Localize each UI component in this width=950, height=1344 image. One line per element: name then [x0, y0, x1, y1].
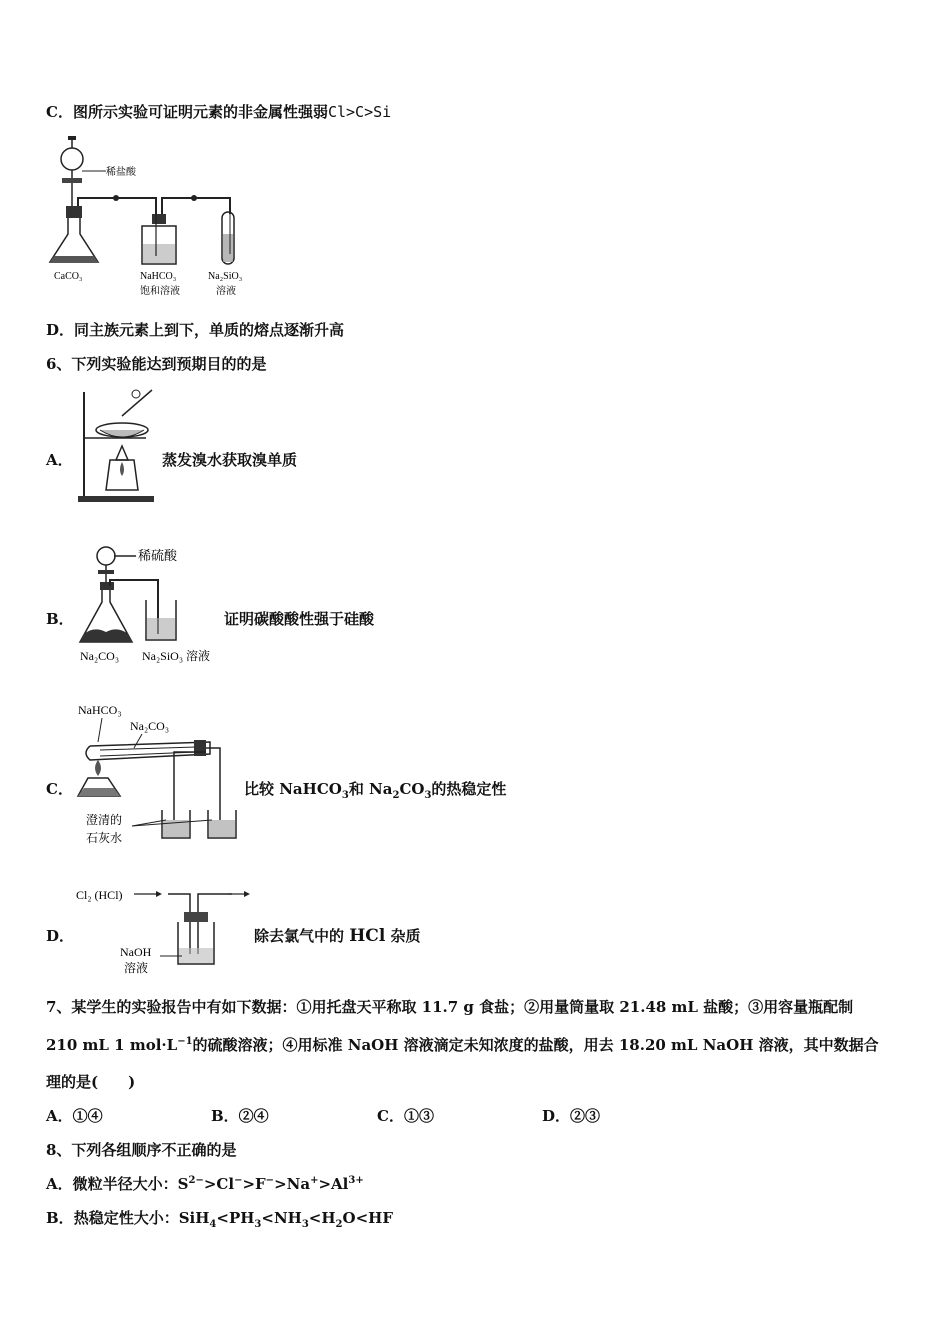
label-solution: 溶液: [124, 961, 149, 975]
text-part: O<HF: [342, 1209, 393, 1227]
superscript: 2−: [188, 1175, 204, 1186]
q6b-acid-figure: [76, 542, 226, 666]
text-part: 杂质: [385, 927, 421, 945]
superscript: +: [310, 1175, 319, 1186]
text-part: >Na: [274, 1175, 311, 1193]
text-part: CO: [399, 780, 425, 798]
text-part: <PH: [216, 1209, 255, 1227]
subscript: 3: [424, 790, 432, 801]
q6d-wash-figure: [72, 882, 252, 978]
label-nahco3: NaHCO₃: [78, 703, 122, 717]
q6-option-d-text: [254, 926, 421, 946]
q6c-thermal-figure: [76, 702, 246, 850]
label-na2co3: Na₂CO₃: [80, 649, 120, 663]
text-part: S: [177, 1175, 189, 1193]
q6-option-c-text: [244, 779, 506, 799]
subscript: 3: [341, 790, 349, 801]
subscript: 3: [301, 1219, 309, 1230]
subscript: 3: [254, 1219, 262, 1230]
label-naoh: NaOH: [120, 945, 152, 959]
q6-stem: 6、下列实验能达到预期目的的是: [46, 355, 267, 373]
option-label: C．: [46, 103, 73, 121]
label-nahco3: NaHCO₃: [140, 271, 177, 282]
q7-option-d: D．②③: [542, 1107, 601, 1125]
q7-option-c: C．①③: [377, 1107, 434, 1125]
label-dilute-h2so4: 稀硫酸: [138, 548, 178, 563]
text-part: 的硫酸溶液；④用标准 NaOH 溶液滴定未知浓度的盐酸，用去 18.20 mL NaOH 溶液，其中数据合: [192, 1036, 879, 1054]
label-lime-1: 澄清的: [86, 813, 123, 827]
label-na2sio3: Na₂SiO₃: [208, 271, 243, 282]
option-text: 同主族元素上到下，单质的熔点逐渐升高: [74, 321, 345, 339]
subscript: 2: [392, 790, 400, 801]
option-text: 图所示实验可证明元素的非金属性强弱: [72, 103, 328, 121]
q7-line-3: 理的是( ): [46, 1073, 136, 1091]
text-part: 的热稳定性: [431, 780, 507, 798]
q6-option-a-text: 蒸发溴水获取溴单质: [162, 451, 298, 469]
q6-option-b-text: 证明碳酸酸性强于硅酸: [224, 610, 375, 628]
label-solution: 溶液: [216, 286, 236, 297]
label-caco3: CaCO₃: [54, 271, 83, 282]
text-part: >Cl: [203, 1175, 235, 1193]
q6-option-c-label: C．: [46, 780, 73, 798]
option-label: D．: [46, 321, 75, 339]
text-part: 热稳定性大小：: [73, 1209, 179, 1227]
q6a-evaporation-figure: [76, 386, 158, 504]
label-saturated: 饱和溶液: [140, 286, 180, 297]
subscript: 2: [335, 1219, 343, 1230]
q8-option-b: [46, 1208, 393, 1228]
text-part: SiH: [178, 1209, 210, 1227]
superscript: −: [234, 1175, 243, 1186]
option-label: B．: [46, 1209, 74, 1227]
q7-line-1: 7、某学生的实验报告中有如下数据：①用托盘天平称取 11.7 g 食盐；②用量筒量取 21.48 mL 盐酸；③用容量瓶配制: [46, 998, 854, 1016]
text-part: 比较 NaHCO: [244, 780, 342, 798]
q5-option-d: [46, 320, 344, 340]
text-part: >F: [242, 1175, 266, 1193]
text-part: 210 mL 1 mol·L: [46, 1036, 178, 1054]
q8-option-a: [46, 1174, 364, 1194]
text-part: 微粒半径大小：: [72, 1175, 178, 1193]
text-part: <H: [308, 1209, 336, 1227]
q7-option-b: B．②④: [211, 1107, 269, 1125]
text-part: HCl: [349, 926, 386, 946]
q6-option-d-label: D．: [46, 927, 75, 945]
text-part: <NH: [261, 1209, 302, 1227]
q7-line-2: [46, 1035, 879, 1055]
label-dilute-hcl: 稀盐酸: [106, 167, 136, 178]
text-part: 和 Na: [348, 780, 393, 798]
q7-option-a: A．①④: [46, 1107, 103, 1125]
label-na2sio3-solution: Na₂SiO₃ 溶液: [142, 649, 211, 663]
q5-apparatus-figure: [44, 134, 254, 300]
q6-option-b-label: B．: [46, 610, 74, 628]
subscript: 4: [209, 1219, 217, 1230]
option-formula: Cl>C>Si: [327, 103, 392, 121]
superscript: −1: [177, 1036, 193, 1047]
superscript: −: [265, 1175, 275, 1186]
q5-option-c: [46, 102, 391, 122]
option-label: A．: [46, 1175, 73, 1193]
q6-option-a-label: A．: [46, 451, 73, 469]
label-gas: Cl₂ (HCl): [76, 888, 123, 902]
superscript: 3+: [348, 1175, 364, 1186]
text-part: >Al: [318, 1175, 349, 1193]
text-part: 除去氯气中的: [254, 927, 350, 945]
label-na2co3: Na₂CO₃: [130, 719, 170, 733]
label-lime-2: 石灰水: [86, 831, 123, 845]
q8-stem: 8、下列各组顺序不正确的是: [46, 1141, 237, 1159]
